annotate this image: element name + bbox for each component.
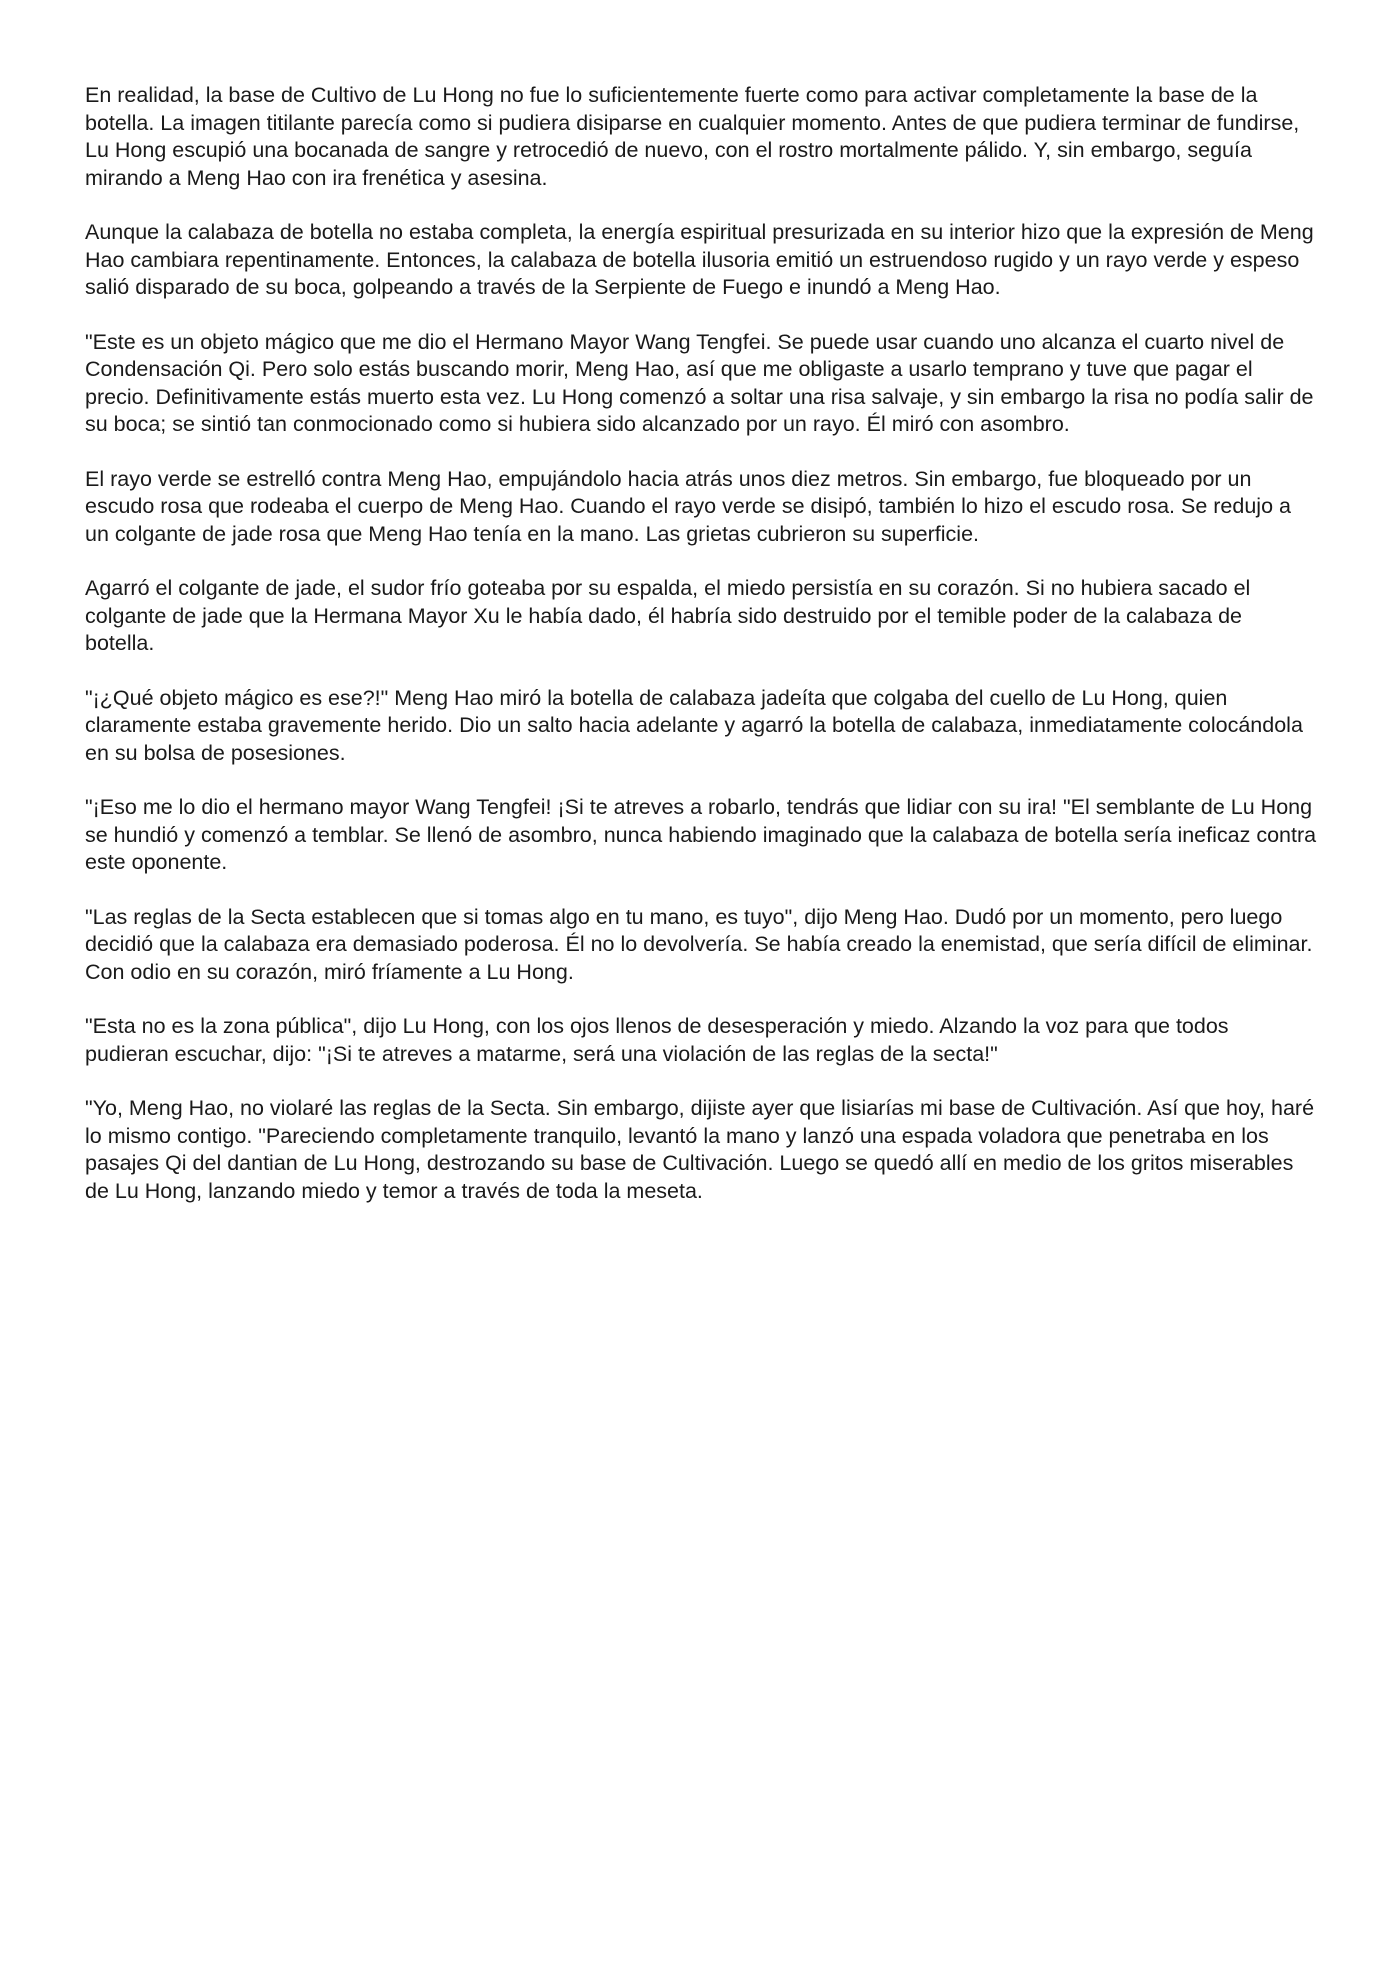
paragraph-7: "¡Eso me lo dio el hermano mayor Wang Tengfei! ¡Si te atreves a robarlo, tendrás que lidiar con su ira! "El semblante de Lu Hong se hundió y comenzó a temblar. Se llenó de asombro, nunca habiendo imaginado que la calabaza de botella sería ineficaz contra este oponente. xyxy=(85,795,1317,874)
paragraph-8: "Las reglas de la Secta establecen que si tomas algo en tu mano, es tuyo", dijo Meng Hao. Dudó por un momento, pero luego decidió que la calabaza era demasiado poderosa. Él no lo devolvería. Se había creado la enemistad, que sería difícil de eliminar. Con odio en su corazón, miró fríamente a Lu Hong. xyxy=(85,904,1313,984)
paragraph-1: En realidad, la base de Cultivo de Lu Hong no fue lo suficientemente fuerte como para activar completamente la base de la botella. La imagen titilante parecía como si pudiera disiparse en cualquier momento. Antes de que pudiera terminar de fundirse, Lu Hong escupió una bocanada de sangre y retrocedió de nuevo, con el rostro mortalmente pálido. Y, sin embargo, seguía mirando a Meng Hao con ira frenética y asesina. xyxy=(85,83,1300,190)
paragraph-9: "Esta no es la zona pública", dijo Lu Hong, con los ojos llenos de desesperación y miedo. Alzando la voz para que todos pudieran escuchar, dijo: "¡Si te atreves a matarme, será una violación de las reglas de la secta!" xyxy=(85,1014,1229,1066)
paragraph-4: El rayo verde se estrelló contra Meng Hao, empujándolo hacia atrás unos diez metros. Sin embargo, fue bloqueado por un escudo rosa que rodeaba el cuerpo de Meng Hao. Cuando el rayo verde se disipó, también lo hizo el escudo rosa. Se redujo a un colgante de jade rosa que Meng Hao tenía en la mano. Las grietas cubrieron su superficie. xyxy=(85,466,1291,546)
paragraph-10: "Yo, Meng Hao, no violaré las reglas de la Secta. Sin embargo, dijiste ayer que lisiarías mi base de Cultivación. Así que hoy, haré lo mismo contigo. "Pareciendo completamente tranquilo, levantó la mano y lanzó una espada voladora que penetraba en los pasajes Qi del dantian de Lu Hong, destrozando su base de Cultivación. Luego se quedó allí en medio de los gritos miserables de Lu Hong, lanzando miedo y temor a través de toda la meseta. xyxy=(85,1096,1315,1203)
paragraph-3: "Este es un objeto mágico que me dio el Hermano Mayor Wang Tengfei. Se puede usar cuando uno alcanza el cuarto nivel de Condensación Qi. Pero solo estás buscando morir, Meng Hao, así que me obligaste a usarlo temprano y tuve que pagar el precio. Definitivamente estás muerto esta vez. Lu Hong comenzó a soltar una risa salvaje, y sin embargo la risa no podía salir de su boca; se sintió tan conmocionado como si hubiera sido alcanzado por un rayo. Él miró con asombro. xyxy=(85,329,1314,436)
paragraph-5: Agarró el colgante de jade, el sudor frío goteaba por su espalda, el miedo persistía en su corazón. Si no hubiera sacado el colgante de jade que la Hermana Mayor Xu le había dado, él habría sido destruido por el temible poder de la calabaza de botella. xyxy=(85,576,1251,655)
paragraph-6: "¡¿Qué objeto mágico es ese?!" Meng Hao miró la botella de calabaza jadeíta que colgaba del cuello de Lu Hong, quien claramente estaba gravemente herido. Dio un salto hacia adelante y agarró la botella de calabaza, inmediatamente colocándola en su bolsa de posesiones. xyxy=(85,685,1303,765)
paragraph-2: Aunque la calabaza de botella no estaba completa, la energía espiritual presurizada en su interior hizo que la expresión de Meng Hao cambiara repentinamente. Entonces, la calabaza de botella ilusoria emitió un estruendoso rugido y un rayo verde y espeso salió disparado de su boca, golpeando a través de la Serpiente de Fuego e inundó a Meng Hao. xyxy=(85,220,1314,299)
document-page xyxy=(85,82,1317,1232)
